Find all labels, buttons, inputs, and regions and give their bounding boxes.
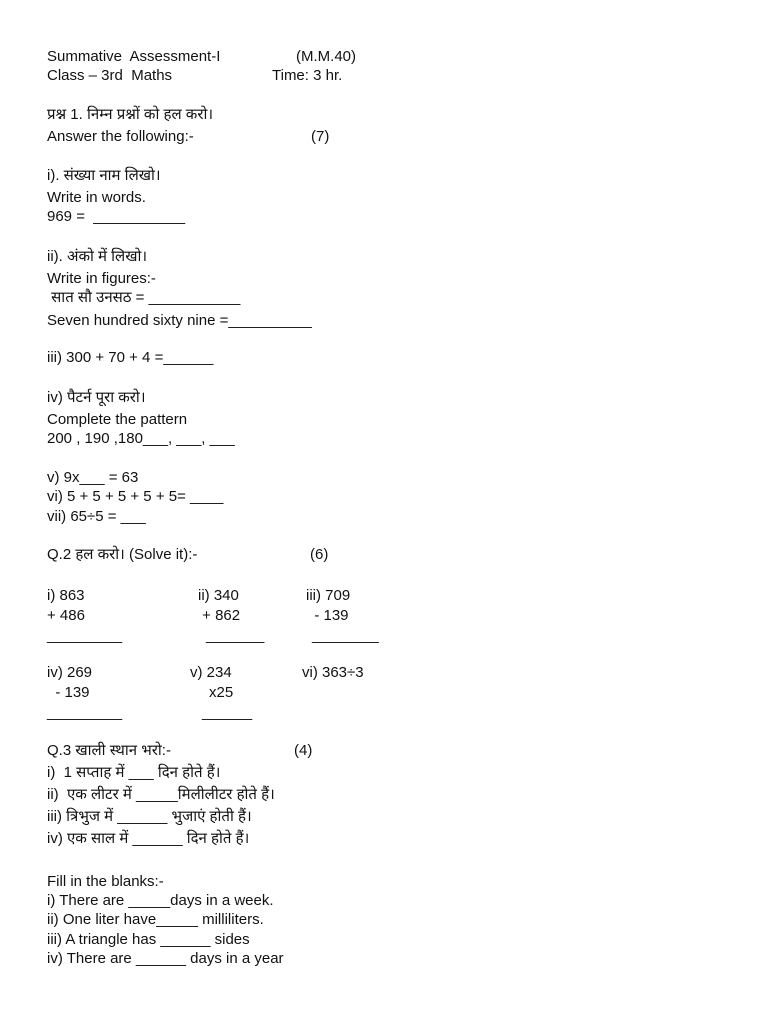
fill-blank-3: iii) A triangle has ______ sides [47, 931, 250, 948]
class-subject: Class – 3rd Maths [47, 67, 173, 84]
q3-hindi-4: iv) एक साल में ______ दिन होते हैं। [47, 830, 250, 847]
q2-p1-line: _________ [47, 627, 123, 644]
fill-blanks-heading: Fill in the blanks:- [47, 873, 164, 890]
q2-p6: vi) 363÷3 [302, 664, 364, 681]
q1-i-english: Write in words. [47, 189, 146, 206]
max-marks: (M.M.40) [296, 48, 356, 65]
q1-iii: iii) 300 + 70 + 4 =______ [47, 349, 214, 366]
q1-iv-english: Complete the pattern [47, 411, 188, 428]
q2-marks: (6) [310, 546, 329, 563]
q2-p4-line: _________ [47, 704, 123, 721]
q2-p5-bottom: x25 [209, 684, 234, 701]
q2-p4-top: iv) 269 [47, 664, 93, 681]
q1-vii: vii) 65÷5 = ___ [47, 508, 146, 525]
q1-i-hindi: i). संख्या नाम लिखो। [47, 167, 161, 184]
q3-heading: Q.3 खाली स्थान भरो:- [47, 742, 171, 759]
q2-p5-top: v) 234 [190, 664, 232, 681]
q3-hindi-2: ii) एक लीटर में _____मिलीलीटर होते हैं। [47, 786, 275, 803]
q1-ii-hindi: ii). अंको में लिखो। [47, 248, 148, 265]
q3-marks: (4) [294, 742, 313, 759]
q2-heading: Q.2 हल करो। (Solve it):- [47, 546, 198, 563]
q2-p2-top: ii) 340 [198, 587, 239, 604]
q1-heading-english: Answer the following:- [47, 128, 194, 145]
q1-marks: (7) [311, 128, 330, 145]
q2-p3-top: iii) 709 [306, 587, 351, 604]
q2-p4-bottom: - 139 [47, 684, 90, 701]
q2-p3-line: ________ [312, 627, 379, 644]
q2-p5-line: ______ [202, 704, 253, 721]
q2-p2-bottom: + 862 [198, 607, 241, 624]
q1-v: v) 9x___ = 63 [47, 469, 139, 486]
fill-blank-1: i) There are _____days in a week. [47, 892, 274, 909]
q1-i-question: 969 = ___________ [47, 208, 186, 225]
q2-p2-line: _______ [206, 627, 265, 644]
q1-ii-question-english: Seven hundred sixty nine =__________ [47, 312, 312, 329]
q1-ii-question-hindi: सात सौ उनसठ = ___________ [47, 289, 241, 306]
q1-ii-english: Write in figures:- [47, 270, 156, 287]
q3-hindi-1: i) 1 सप्ताह में ___ दिन होते हैं। [47, 764, 221, 781]
q1-iv-pattern: 200 , 190 ,180___, ___, ___ [47, 430, 235, 447]
q2-p1-bottom: + 486 [47, 607, 85, 624]
exam-title: Summative Assessment-I [47, 48, 221, 65]
exam-time: Time: 3 hr. [272, 67, 343, 84]
fill-blank-2: ii) One liter have_____ milliliters. [47, 911, 264, 928]
q2-p3-bottom: - 139 [306, 607, 349, 624]
q3-hindi-3: iii) त्रिभुज में ______ भुजाएं होती हैं। [47, 808, 252, 825]
q1-iv-hindi: iv) पैटर्न पूरा करो। [47, 389, 146, 406]
fill-blank-4: iv) There are ______ days in a year [47, 950, 284, 967]
q1-vi: vi) 5 + 5 + 5 + 5 + 5= ____ [47, 488, 224, 505]
q1-heading-hindi: प्रश्न 1. निम्न प्रश्नों को हल करो। [47, 106, 214, 123]
q2-p1-top: i) 863 [47, 587, 85, 604]
